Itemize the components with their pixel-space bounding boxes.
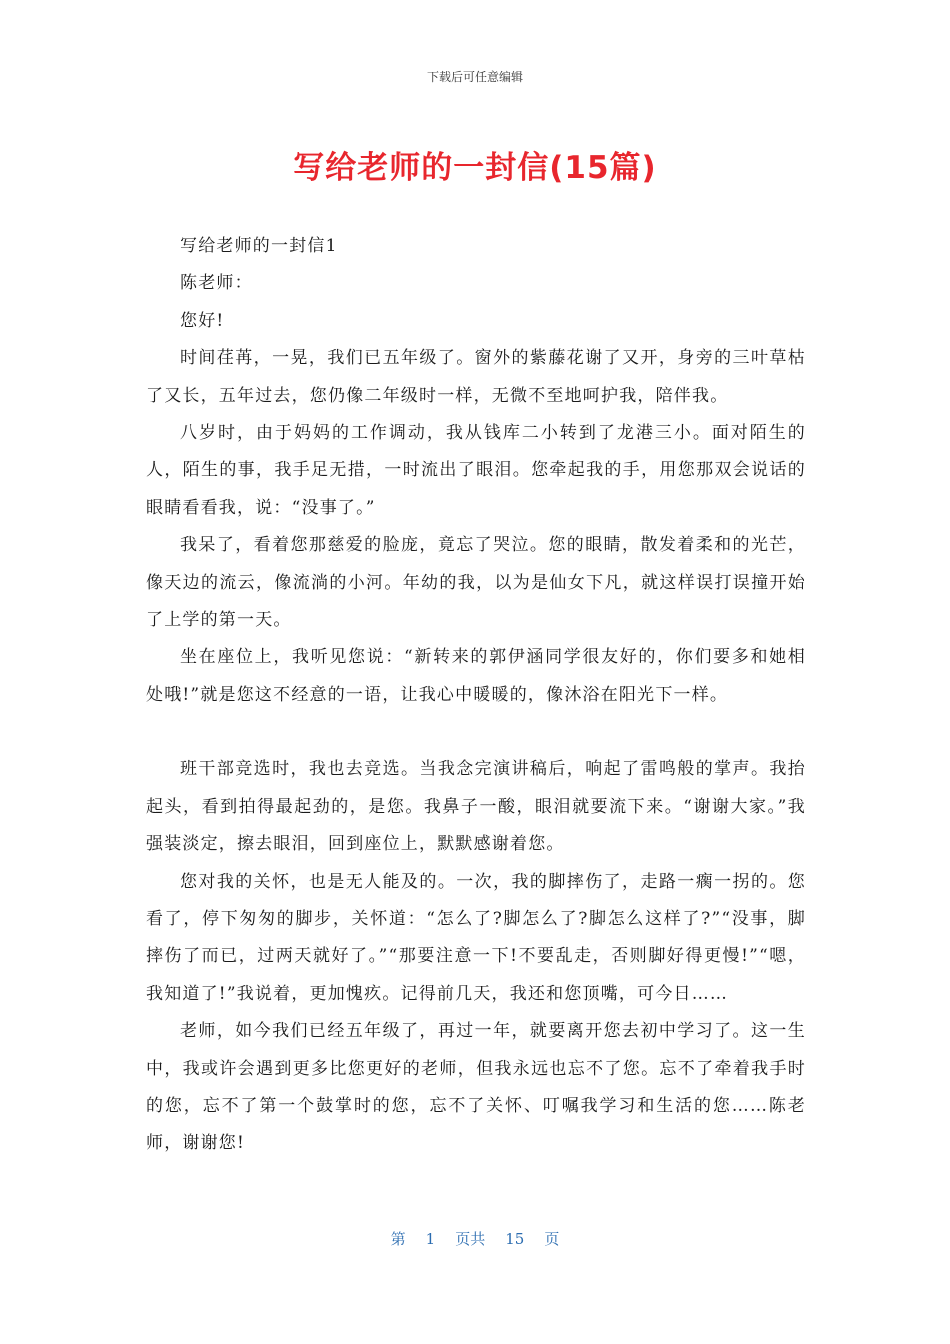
footer-label-total: 页共 xyxy=(455,1230,486,1248)
footer-total-pages: 15 xyxy=(505,1230,525,1248)
body-paragraph: 班干部竞选时，我也去竞选。当我念完演讲稿后，响起了雷鸣般的掌声。我抬起头，看到拍得最起劲的，是您。我鼻子一酸，眼泪就要流下来。“谢谢大家。”我强装淡定，擦去眼泪，回到座位上，默默感谢着您。 xyxy=(146,759,806,855)
footer-current-page: 1 xyxy=(425,1230,436,1248)
letter-heading: 写给老师的一封信1 xyxy=(180,236,338,256)
document-title: 写给老师的一封信(15篇) xyxy=(293,150,657,186)
body-paragraph: 您对我的关怀，也是无人能及的。一次，我的脚摔伤了，走路一瘸一拐的。您看了，停下匆匆的脚步，关怀道：“怎么了?脚怎么了?脚怎么这样了?”“没事，脚摔伤了而已，过两天就好了。”“那要注意一下!不要乱走，否则脚好得更慢!”“嗯，我知道了!”我说着，更加愧疚。记得前几天，我还和您顶嘴，可今日…… xyxy=(146,871,806,1004)
body-paragraph: 我呆了，看着您那慈爱的脸庞，竟忘了哭泣。您的眼睛，散发着柔和的光芒，像天边的流云，像流淌的小河。年幼的我，以为是仙女下凡，就这样误打误撞开始了上学的第一天。 xyxy=(146,535,806,631)
body-paragraph: 老师，如今我们已经五年级了，再过一年，就要离开您去初中学习了。这一生中，我或许会遇到更多比您更好的老师，但我永远也忘不了您。忘不了牵着我手时的您，忘不了第一个鼓掌时的您，忘不了关怀、叮嘱我学习和生活的您……陈老师，谢谢您! xyxy=(146,1021,806,1154)
page-header-note: 下载后可任意编辑 xyxy=(426,70,523,84)
body-paragraph: 坐在座位上，我听见您说：“新转来的郭伊涵同学很友好的，你们要多和她相处哦!”就是您这不经意的一语，让我心中暖暖的，像沐浴在阳光下一样。 xyxy=(146,647,806,705)
document-body xyxy=(146,228,806,1163)
letter-greeting: 您好! xyxy=(180,310,225,331)
footer-label-page: 第 xyxy=(390,1230,406,1248)
paragraph-spacer xyxy=(146,714,806,751)
body-paragraph: 时间荏苒，一晃，我们已五年级了。窗外的紫藤花谢了又开，身旁的三叶草枯了又长，五年过去，您仍像二年级时一样，无微不至地呵护我，陪伴我。 xyxy=(146,348,806,406)
body-paragraph: 八岁时，由于妈妈的工作调动，我从钱库二小转到了龙港三小。面对陌生的人，陌生的事，我手足无措，一时流出了眼泪。您牵起我的手，用您那双会说话的眼睛看看我，说：“没事了。” xyxy=(146,423,806,518)
footer-label-end: 页 xyxy=(544,1230,560,1248)
letter-salutation: 陈老师： xyxy=(180,273,253,294)
page-footer xyxy=(0,1228,950,1249)
